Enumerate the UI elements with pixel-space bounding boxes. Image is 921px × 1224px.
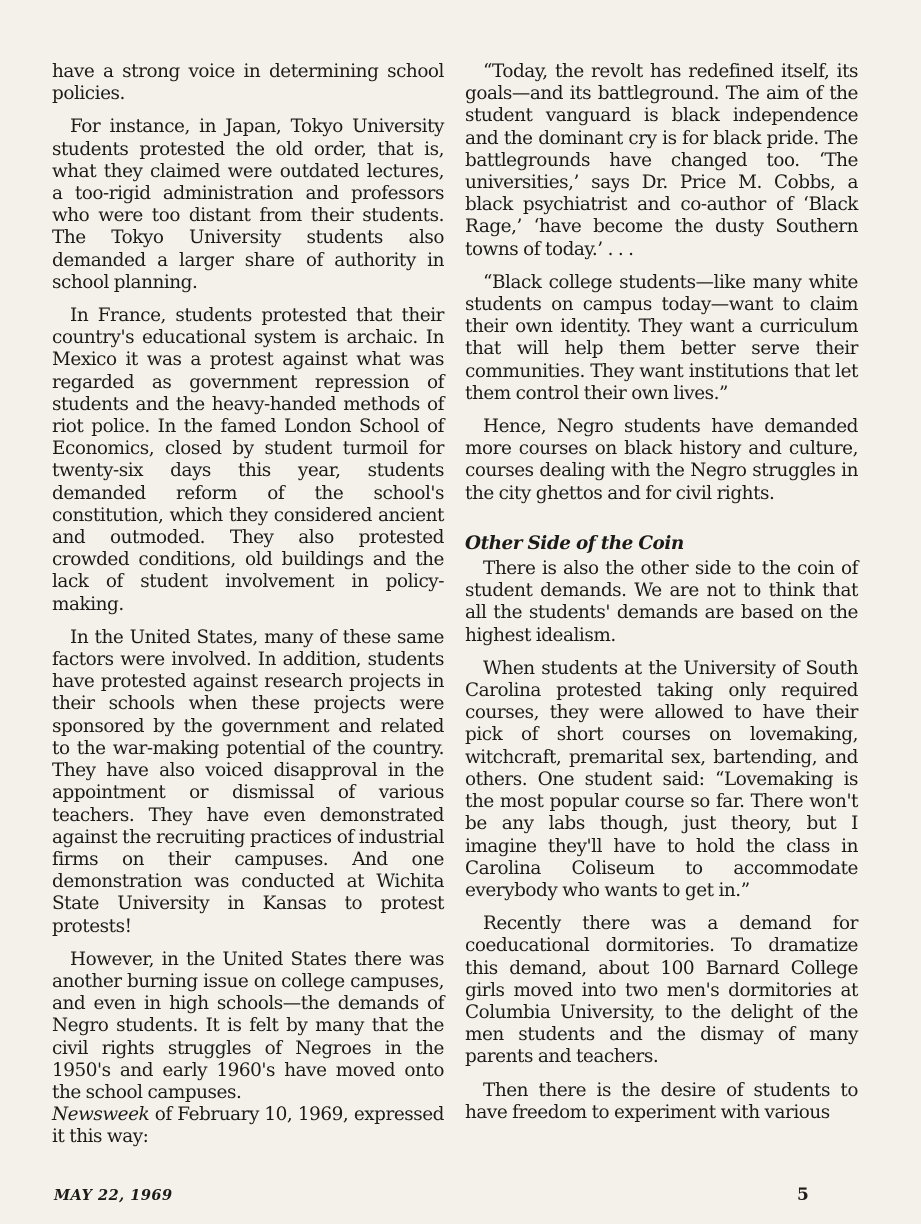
paragraph: Recently there was a demand for coeducational dormitories. To dramatize this demand, about 100 Barnard College girls moved into two men's dormitories at Columbia University, to the delight of the men students and the dismay of many parents and teachers. bbox=[465, 913, 858, 1068]
paragraph: “Today, the revolt has redefined itself, its goals—and its battleground. The aim of the student vanguard is black independence and the dominant cry is for black pride. The battlegrounds have changed too. ‘The universities,’ says Dr. Price M. Cobbs, a black psychiatrist and co-author of ‘Black Rage,’ ‘have become the dusty Southern towns of today.’ . . . bbox=[465, 61, 858, 260]
left-column bbox=[52, 61, 444, 1160]
paragraph: In the United States, many of these same factors were involved. In addition, students have protested against research projects in their schools when these projects were sponsored by the government and related to the war-making potential of the country. They have also voiced disapproval in the appointment or dismissal of various teachers. They have even demonstrated against the recruiting practices of industrial firms on their campuses. And one demonstration was conducted at Wichita State University in Kansas to protest protests! bbox=[52, 626, 444, 937]
section-heading: Other Side of the Coin bbox=[465, 532, 684, 554]
paragraph-tail: of February 10, 1969, expressed it this way: bbox=[52, 1104, 444, 1148]
paragraph: However, in the United States there was another burning issue on college campuses, and even in high schools—the demands of Negro students. It is felt by many that the civil rights struggles of Negroes in the 1950's and early 1960's have moved onto the school campuses. bbox=[52, 948, 444, 1103]
page-number: 5 bbox=[797, 1185, 809, 1205]
paragraph: When students at the University of South Carolina protested taking only required courses, they were allowed to have their pick of short courses on lovemaking, witchcraft, premarital sex, bartending, and others. One student said: “Lovemaking is the most popular course so far. There won't be any labs though, just theory, but I imagine they'll have to hold the class in Carolina Coliseum to accommodate everybody who wants to get in.” bbox=[465, 657, 858, 901]
magazine-title: Newsweek bbox=[52, 1104, 150, 1126]
paragraph: In France, students protested that their country's educational system is archaic. In Mexico it was a protest against what was regarded as government repression of students and the heavy-handed methods of riot police. In the famed London School of Economics, closed by student turmoil for twenty-six days this year, students demanded reform of the school's constitution, which they considered ancient and outmoded. They also protested crowded conditions, old buildings and the lack of student involvement in policy-making. bbox=[52, 305, 444, 615]
paragraph: Hence, Negro students have demanded more courses on black history and culture, courses dealing with the Negro struggles in the city ghettos and for civil rights. bbox=[465, 416, 858, 504]
paragraph: There is also the other side to the coin of student demands. We are not to think that all the students' demands are based on the highest idealism. bbox=[465, 558, 858, 646]
paragraph bbox=[52, 1104, 444, 1148]
paragraph: Then there is the desire of students to have freedom to experiment with various bbox=[465, 1079, 858, 1123]
paragraph: have a strong voice in determining school policies. bbox=[52, 61, 444, 105]
issue-date: MAY 22, 1969 bbox=[54, 1187, 173, 1204]
paragraph: For instance, in Japan, Tokyo University students protested the old order, that is, what they claimed were outdated lectures, a too-rigid administration and professors who were too distant from their students. The Tokyo University students also demanded a larger share of authority in school planning. bbox=[52, 116, 444, 293]
right-column bbox=[465, 61, 858, 1135]
paragraph: “Black college students—like many white students on campus today—want to claim their own identity. They want a curriculum that will help them better serve their communities. They want institutions that let them control their own lives.” bbox=[465, 271, 858, 404]
